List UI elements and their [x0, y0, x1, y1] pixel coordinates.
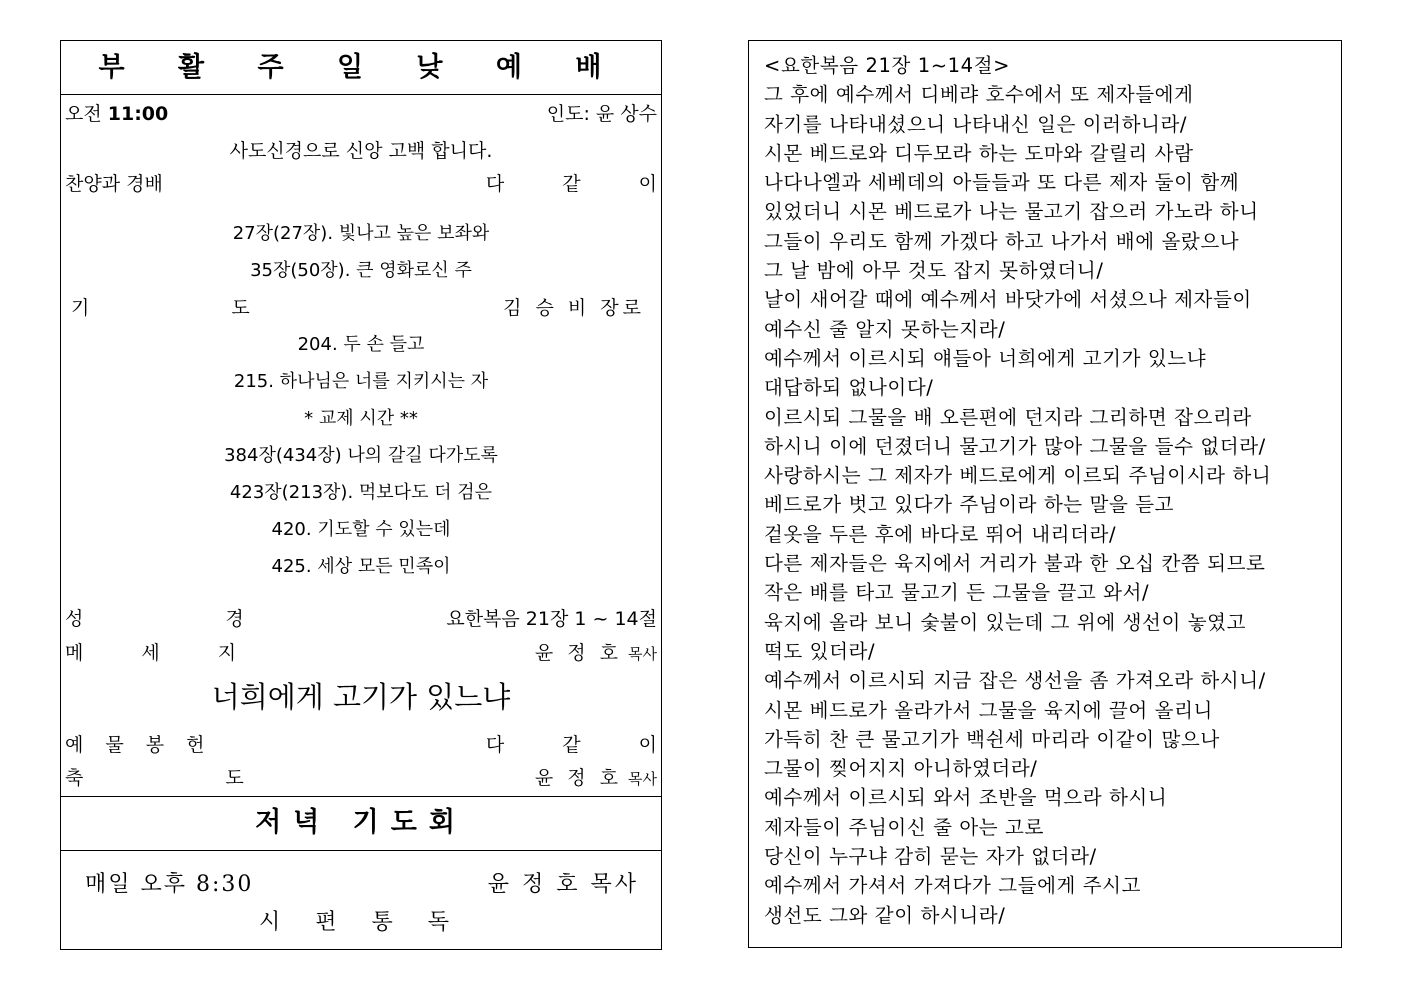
scripture-passage-panel — [748, 40, 1342, 948]
passage-line: 생선도 그와 같이 하시니라/ — [764, 903, 1006, 927]
passage-line: 겉옷을 두른 후에 바다로 뛰어 내리더라/ — [764, 522, 1117, 546]
time-label: 오전 — [65, 103, 102, 125]
passage-line: 작은 배를 타고 물고기 든 그물을 끌고 와서/ — [764, 581, 1150, 605]
passage-line: 다른 제자들은 육지에서 거리가 불과 한 오십 칸쯤 되므로 — [764, 552, 1266, 576]
evening-title: 저녁 기도회 — [61, 796, 661, 851]
passage-line: 예수께서 이르시되 와서 조반을 먹으라 하시니 — [764, 786, 1168, 810]
scripture-row — [61, 604, 661, 634]
offering-label: 예 물 봉 헌 — [65, 734, 213, 756]
hymn-line: 27장(27장). 빛나고 높은 보좌와 — [232, 223, 490, 244]
passage-line: 육지에 올라 보니 숯불이 있는데 그 위에 생선이 놓였고 — [764, 610, 1247, 634]
time-row — [61, 99, 661, 129]
service-title: 부 활 주 일 낮 예 배 — [61, 41, 661, 95]
passage-line: 제자들이 주님이신 줄 아는 고로 — [764, 815, 1044, 839]
benediction-title: 목사 — [628, 770, 657, 788]
praise-row — [61, 169, 683, 199]
benediction-name: 윤 정 호 — [534, 767, 622, 789]
passage-line: 베드로가 벗고 있다가 주님이라 하는 말을 듣고 — [764, 493, 1175, 517]
fellowship-break: * 교제 시간 ** — [304, 408, 418, 429]
passage-line: 떡도 있더라/ — [764, 639, 876, 663]
passage-line: 가득히 찬 큰 물고기가 백쉰세 마리라 이같이 많으나 — [764, 727, 1220, 751]
message-label: 메 세 지 — [65, 642, 263, 664]
passage-line: 예수신 줄 알지 못하는지라/ — [764, 317, 1006, 341]
sermon-title: 너희에게 고기가 있느냐 — [211, 680, 511, 714]
benediction-row — [61, 763, 661, 793]
hymn-line: 425. 세상 모든 민족이 — [271, 556, 451, 577]
scripture-passage — [764, 51, 1333, 930]
passage-line: 그 후에 예수께서 디베랴 호수에서 또 제자들에게 — [764, 83, 1194, 107]
offering-row — [61, 730, 683, 760]
passage-line: 시몬 베드로와 디두모라 하는 도마와 갈릴리 사람 — [764, 141, 1194, 165]
passage-line: 대답하되 없나이다/ — [764, 376, 934, 400]
hymn-line: 384장(434장) 나의 갈길 다가도록 — [224, 445, 498, 466]
worship-order-panel — [60, 40, 683, 950]
passage-line: 자기를 나타내셨으니 나타내신 일은 이러하니라/ — [764, 112, 1188, 136]
prayer-row — [61, 293, 661, 323]
hymn-line: 204. 두 손 들고 — [297, 334, 425, 355]
passage-line: 하시니 이에 던졌더니 물고기가 많아 그물을 들수 없더라/ — [764, 434, 1266, 458]
passage-line: 예수께서 이르시되 지금 잡은 생선을 좀 가져오라 하시니/ — [764, 669, 1266, 693]
preacher-name: 윤 정 호 — [534, 642, 622, 664]
prayer-label: 기 도 — [71, 297, 318, 319]
evening-leader: 윤 정 호 목사 — [487, 872, 639, 897]
offering-value: 다 같 이 — [485, 734, 683, 756]
evening-time: 매일 오후 8:30 — [85, 872, 254, 897]
passage-line: 있었더니 시몬 베드로가 나는 물고기 잡으러 가노라 하니 — [764, 200, 1259, 224]
passage-line: 사랑하시는 그 제자가 베드로에게 이르되 주님이시라 하니 — [764, 464, 1272, 488]
praise-value: 다 같 이 — [485, 173, 683, 195]
scripture-value: 요한복음 21장 1 ~ 14절 — [446, 608, 657, 630]
preacher-title: 목사 — [628, 645, 657, 663]
evening-reading: 시 편 통 독 — [259, 910, 463, 935]
passage-line: 그 날 밤에 아무 것도 잡지 못하였더니/ — [764, 259, 1104, 283]
prayer-value: 김 승 비 장로 — [503, 297, 645, 319]
passage-line: 예수께서 가셔서 가져다가 그들에게 주시고 — [764, 874, 1142, 898]
hymn-line: 423장(213장). 먹보다도 더 검은 — [229, 482, 493, 503]
benediction-label: 축 도 — [65, 767, 312, 789]
passage-line: 나다나엘과 세베데의 아들들과 또 다른 제자 둘이 함께 — [764, 171, 1240, 195]
passage-line: 이르시되 그물을 배 오른편에 던지라 그리하면 잡으리라 — [764, 405, 1252, 429]
hymn-line: 215. 하나님은 너를 지키시는 자 — [233, 371, 489, 392]
creed-line: 사도신경으로 신앙 고백 합니다. — [229, 140, 493, 162]
praise-label: 찬양과 경배 — [65, 173, 163, 195]
hymn-line: 35장(50장). 큰 영화로신 주 — [250, 260, 472, 281]
message-row — [61, 638, 661, 668]
passage-line: 날이 새어갈 때에 예수께서 바닷가에 서셨으나 제자들이 — [764, 288, 1252, 312]
passage-line: 그들이 우리도 함께 가겠다 하고 나가서 배에 올랐으나 — [764, 229, 1240, 253]
passage-line: 시몬 베드로가 올라가서 그물을 육지에 끌어 올리니 — [764, 698, 1213, 722]
time-value: 11:00 — [107, 103, 169, 125]
passage-line: 당신이 누구냐 감히 묻는 자가 없더라/ — [764, 845, 1097, 869]
scripture-label: 성 경 — [65, 608, 312, 630]
hymn-line: 420. 기도할 수 있는데 — [271, 519, 451, 540]
passage-heading: <요한복음 21장 1~14절> — [764, 54, 1011, 77]
passage-line: 예수께서 이르시되 얘들아 너희에게 고기가 있느냐 — [764, 346, 1207, 370]
passage-line: 그물이 찢어지지 아니하였더라/ — [764, 757, 1038, 781]
leader: 인도: 윤 상수 — [546, 103, 657, 125]
